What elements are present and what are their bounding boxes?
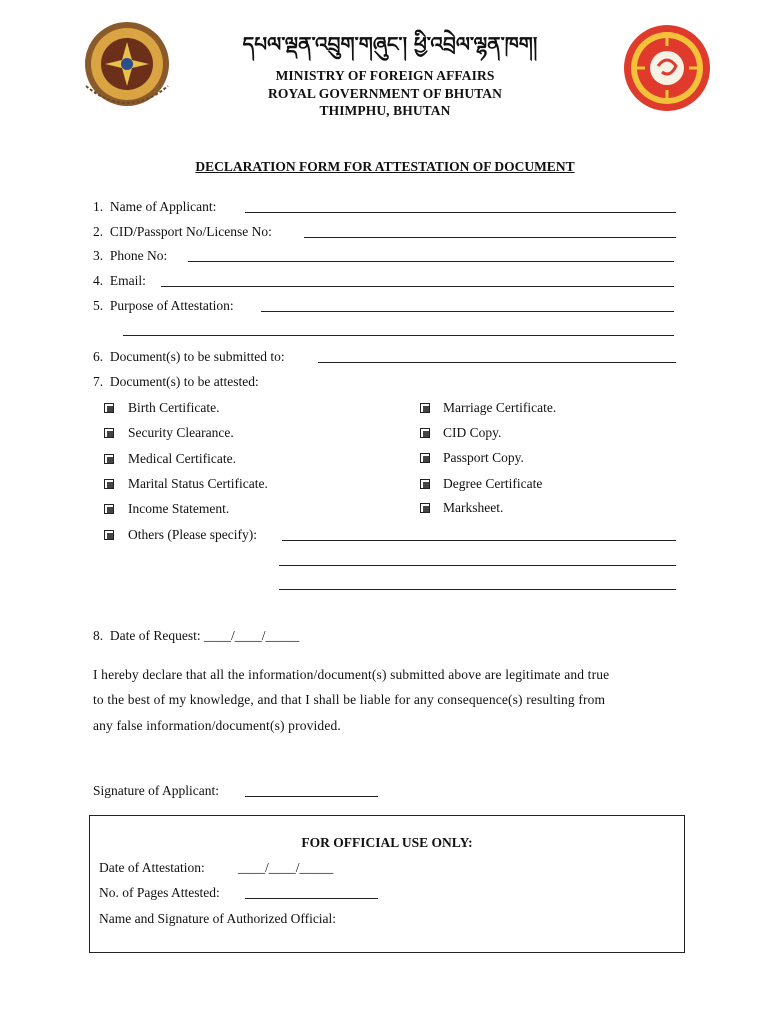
ministry-seal-icon xyxy=(622,22,712,114)
declaration-line-2: to the best of my knowledge, and that I shall be liable for any consequence(s) resulting from xyxy=(93,692,606,707)
field-number: 1. xyxy=(93,199,104,214)
signature-label: Signature of Applicant: xyxy=(93,783,219,798)
checkbox-label: Marksheet. xyxy=(443,500,504,515)
royal-emblem-icon xyxy=(72,16,182,116)
attestation-date-label: Date of Attestation: xyxy=(99,860,205,875)
checkbox-label: Security Clearance. xyxy=(128,425,234,440)
submitted-to-input-line[interactable] xyxy=(318,362,676,363)
field-label-name: Name of Applicant: xyxy=(109,199,217,214)
field-cid-row xyxy=(93,224,272,240)
form-title: DECLARATION FORM FOR ATTESTATION OF DOCUMENT xyxy=(195,159,575,174)
checkbox-marriage-certificate[interactable] xyxy=(420,403,430,413)
others-input-line-2[interactable] xyxy=(279,565,676,566)
checkbox-label: Marriage Certificate. xyxy=(443,400,557,415)
cid-input-line[interactable] xyxy=(304,237,676,238)
date-request-row xyxy=(93,628,299,644)
email-input-line[interactable] xyxy=(161,286,674,287)
field-number: 7. xyxy=(93,374,104,389)
checkbox-income-statement[interactable] xyxy=(104,504,114,514)
declaration-line-1: I hereby declare that all the information/document(s) submitted above are legitimate and true xyxy=(93,667,610,682)
field-label-phone: Phone No: xyxy=(109,248,168,263)
official-use-title: FOR OFFICIAL USE ONLY: xyxy=(301,835,473,850)
others-input-line[interactable] xyxy=(282,540,676,541)
checkbox-label: CID Copy. xyxy=(443,425,502,440)
government-name: ROYAL GOVERNMENT OF BHUTAN xyxy=(267,86,502,101)
phone-input-line[interactable] xyxy=(188,261,674,262)
checkbox-label: Birth Certificate. xyxy=(128,400,220,415)
dzongkha-title: དཔལ་ལྡན་འབྲུག་གཞུང་། ཕྱི་འབྲེལ་ལྷན་ཁག། xyxy=(242,32,538,56)
date-request-blank[interactable]: ____/____/_____ xyxy=(203,628,300,643)
checkbox-marksheet[interactable] xyxy=(420,503,430,513)
field-number: 5. xyxy=(93,298,104,313)
checkbox-cid-copy[interactable] xyxy=(420,428,430,438)
checkbox-security-clearance[interactable] xyxy=(104,428,114,438)
purpose-input-line[interactable] xyxy=(261,311,674,312)
field-name-row xyxy=(93,199,216,215)
checkbox-label: Passport Copy. xyxy=(443,450,524,465)
field-submitted-row xyxy=(93,349,285,365)
field-label-purpose: Purpose of Attestation: xyxy=(109,298,234,313)
checkbox-passport-copy[interactable] xyxy=(420,453,430,463)
field-number: 2. xyxy=(93,224,104,239)
pages-attested-input-line[interactable] xyxy=(245,898,378,899)
purpose-input-line-2[interactable] xyxy=(123,335,674,336)
checkbox-label: Income Statement. xyxy=(128,501,230,516)
field-label-cid: CID/Passport No/License No: xyxy=(109,224,272,239)
date-request-label: Date of Request: xyxy=(109,628,201,643)
checkbox-medical-certificate[interactable] xyxy=(104,454,114,464)
pages-attested-label: No. of Pages Attested: xyxy=(99,885,220,900)
checkbox-others[interactable] xyxy=(104,530,114,540)
ministry-name: MINISTRY OF FOREIGN AFFAIRS xyxy=(275,68,495,83)
checkbox-degree-certificate[interactable] xyxy=(420,479,430,489)
field-attested-row xyxy=(93,374,259,390)
checkbox-label: Medical Certificate. xyxy=(128,451,236,466)
field-phone-row xyxy=(93,248,167,264)
field-number: 8. xyxy=(93,628,104,643)
field-label-submitted: Document(s) to be submitted to: xyxy=(109,349,285,364)
others-label: Others (Please specify): xyxy=(128,527,257,542)
checkbox-label: Marital Status Certificate. xyxy=(128,476,268,491)
others-input-line-3[interactable] xyxy=(279,589,676,590)
field-number: 3. xyxy=(93,248,104,263)
field-label-email: Email: xyxy=(109,273,146,288)
signature-input-line[interactable] xyxy=(245,796,378,797)
location-name: THIMPHU, BHUTAN xyxy=(319,103,451,118)
authorized-official-label: Name and Signature of Authorized Official: xyxy=(99,911,337,926)
checkbox-birth-certificate[interactable] xyxy=(104,403,114,413)
checkbox-label: Degree Certificate xyxy=(443,476,543,491)
checkbox-marital-status[interactable] xyxy=(104,479,114,489)
declaration-line-3: any false information/document(s) provided. xyxy=(93,718,341,733)
field-number: 6. xyxy=(93,349,104,364)
field-label-attested: Document(s) to be attested: xyxy=(109,374,259,389)
field-purpose-row xyxy=(93,298,234,314)
field-email-row xyxy=(93,273,146,289)
field-number: 4. xyxy=(93,273,104,288)
attestation-date-blank[interactable]: ____/____/_____ xyxy=(238,860,334,875)
name-input-line[interactable] xyxy=(245,212,676,213)
